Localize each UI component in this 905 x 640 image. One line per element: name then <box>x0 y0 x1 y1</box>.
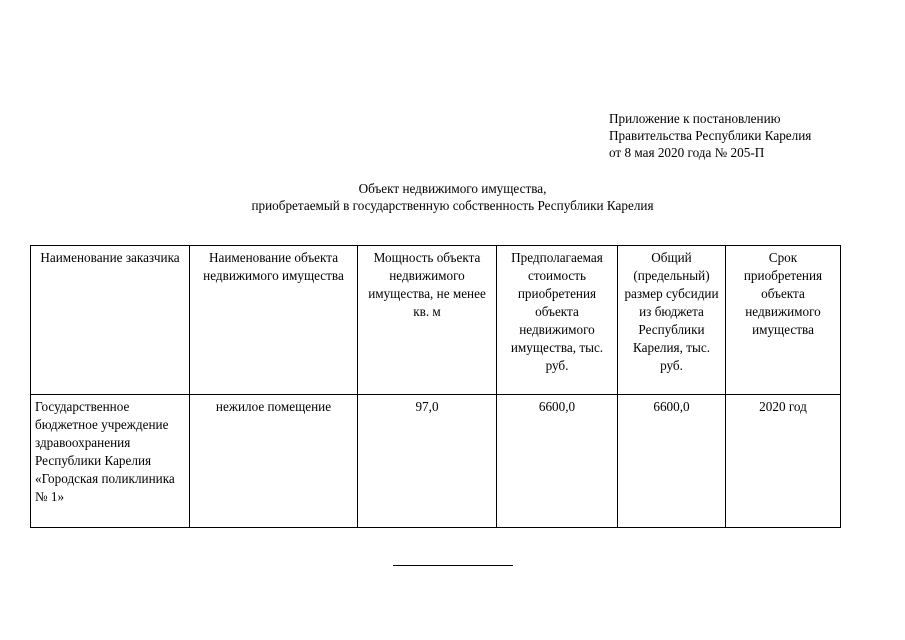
cell-object-capacity: 97,0 <box>358 395 497 528</box>
appendix-line-2: Правительства Республики Карелия <box>609 128 812 143</box>
cell-object-name: нежилое помещение <box>190 395 358 528</box>
header-object-capacity: Мощность объекта недвижимого имущества, не менее кв. м <box>358 246 497 395</box>
appendix-note <box>609 110 899 161</box>
table-row <box>31 395 841 528</box>
cell-estimated-cost: 6600,0 <box>497 395 618 528</box>
title-line-2: приобретаемый в государственную собственность Республики Карелия <box>251 198 654 213</box>
cell-customer-name: Государственное бюджетное учреждение здравоохранения Республики Карелия «Городская поликлиника № 1» <box>31 395 190 528</box>
appendix-line-3: от 8 мая 2020 года № 205-П <box>609 145 765 160</box>
table-header-row <box>31 246 841 395</box>
header-customer-name: Наименование заказчика <box>31 246 190 395</box>
header-estimated-cost: Предполагаемая стоимость приобретения объекта недвижимого имущества, тыс. руб. <box>497 246 618 395</box>
title-line-1: Объект недвижимого имущества, <box>358 181 547 196</box>
property-table <box>30 245 841 528</box>
appendix-line-1: Приложение к постановлению <box>609 111 781 126</box>
header-acquisition-term: Срок приобретения объекта недвижимого имущества <box>726 246 841 395</box>
footer-divider <box>393 565 513 566</box>
header-subsidy-amount: Общий (предельный) размер субсидии из бюджета Республики Карелия, тыс. руб. <box>618 246 726 395</box>
cell-subsidy-amount: 6600,0 <box>618 395 726 528</box>
cell-acquisition-term: 2020 год <box>726 395 841 528</box>
document-title <box>0 180 905 214</box>
header-object-name: Наименование объекта недвижимого имущества <box>190 246 358 395</box>
